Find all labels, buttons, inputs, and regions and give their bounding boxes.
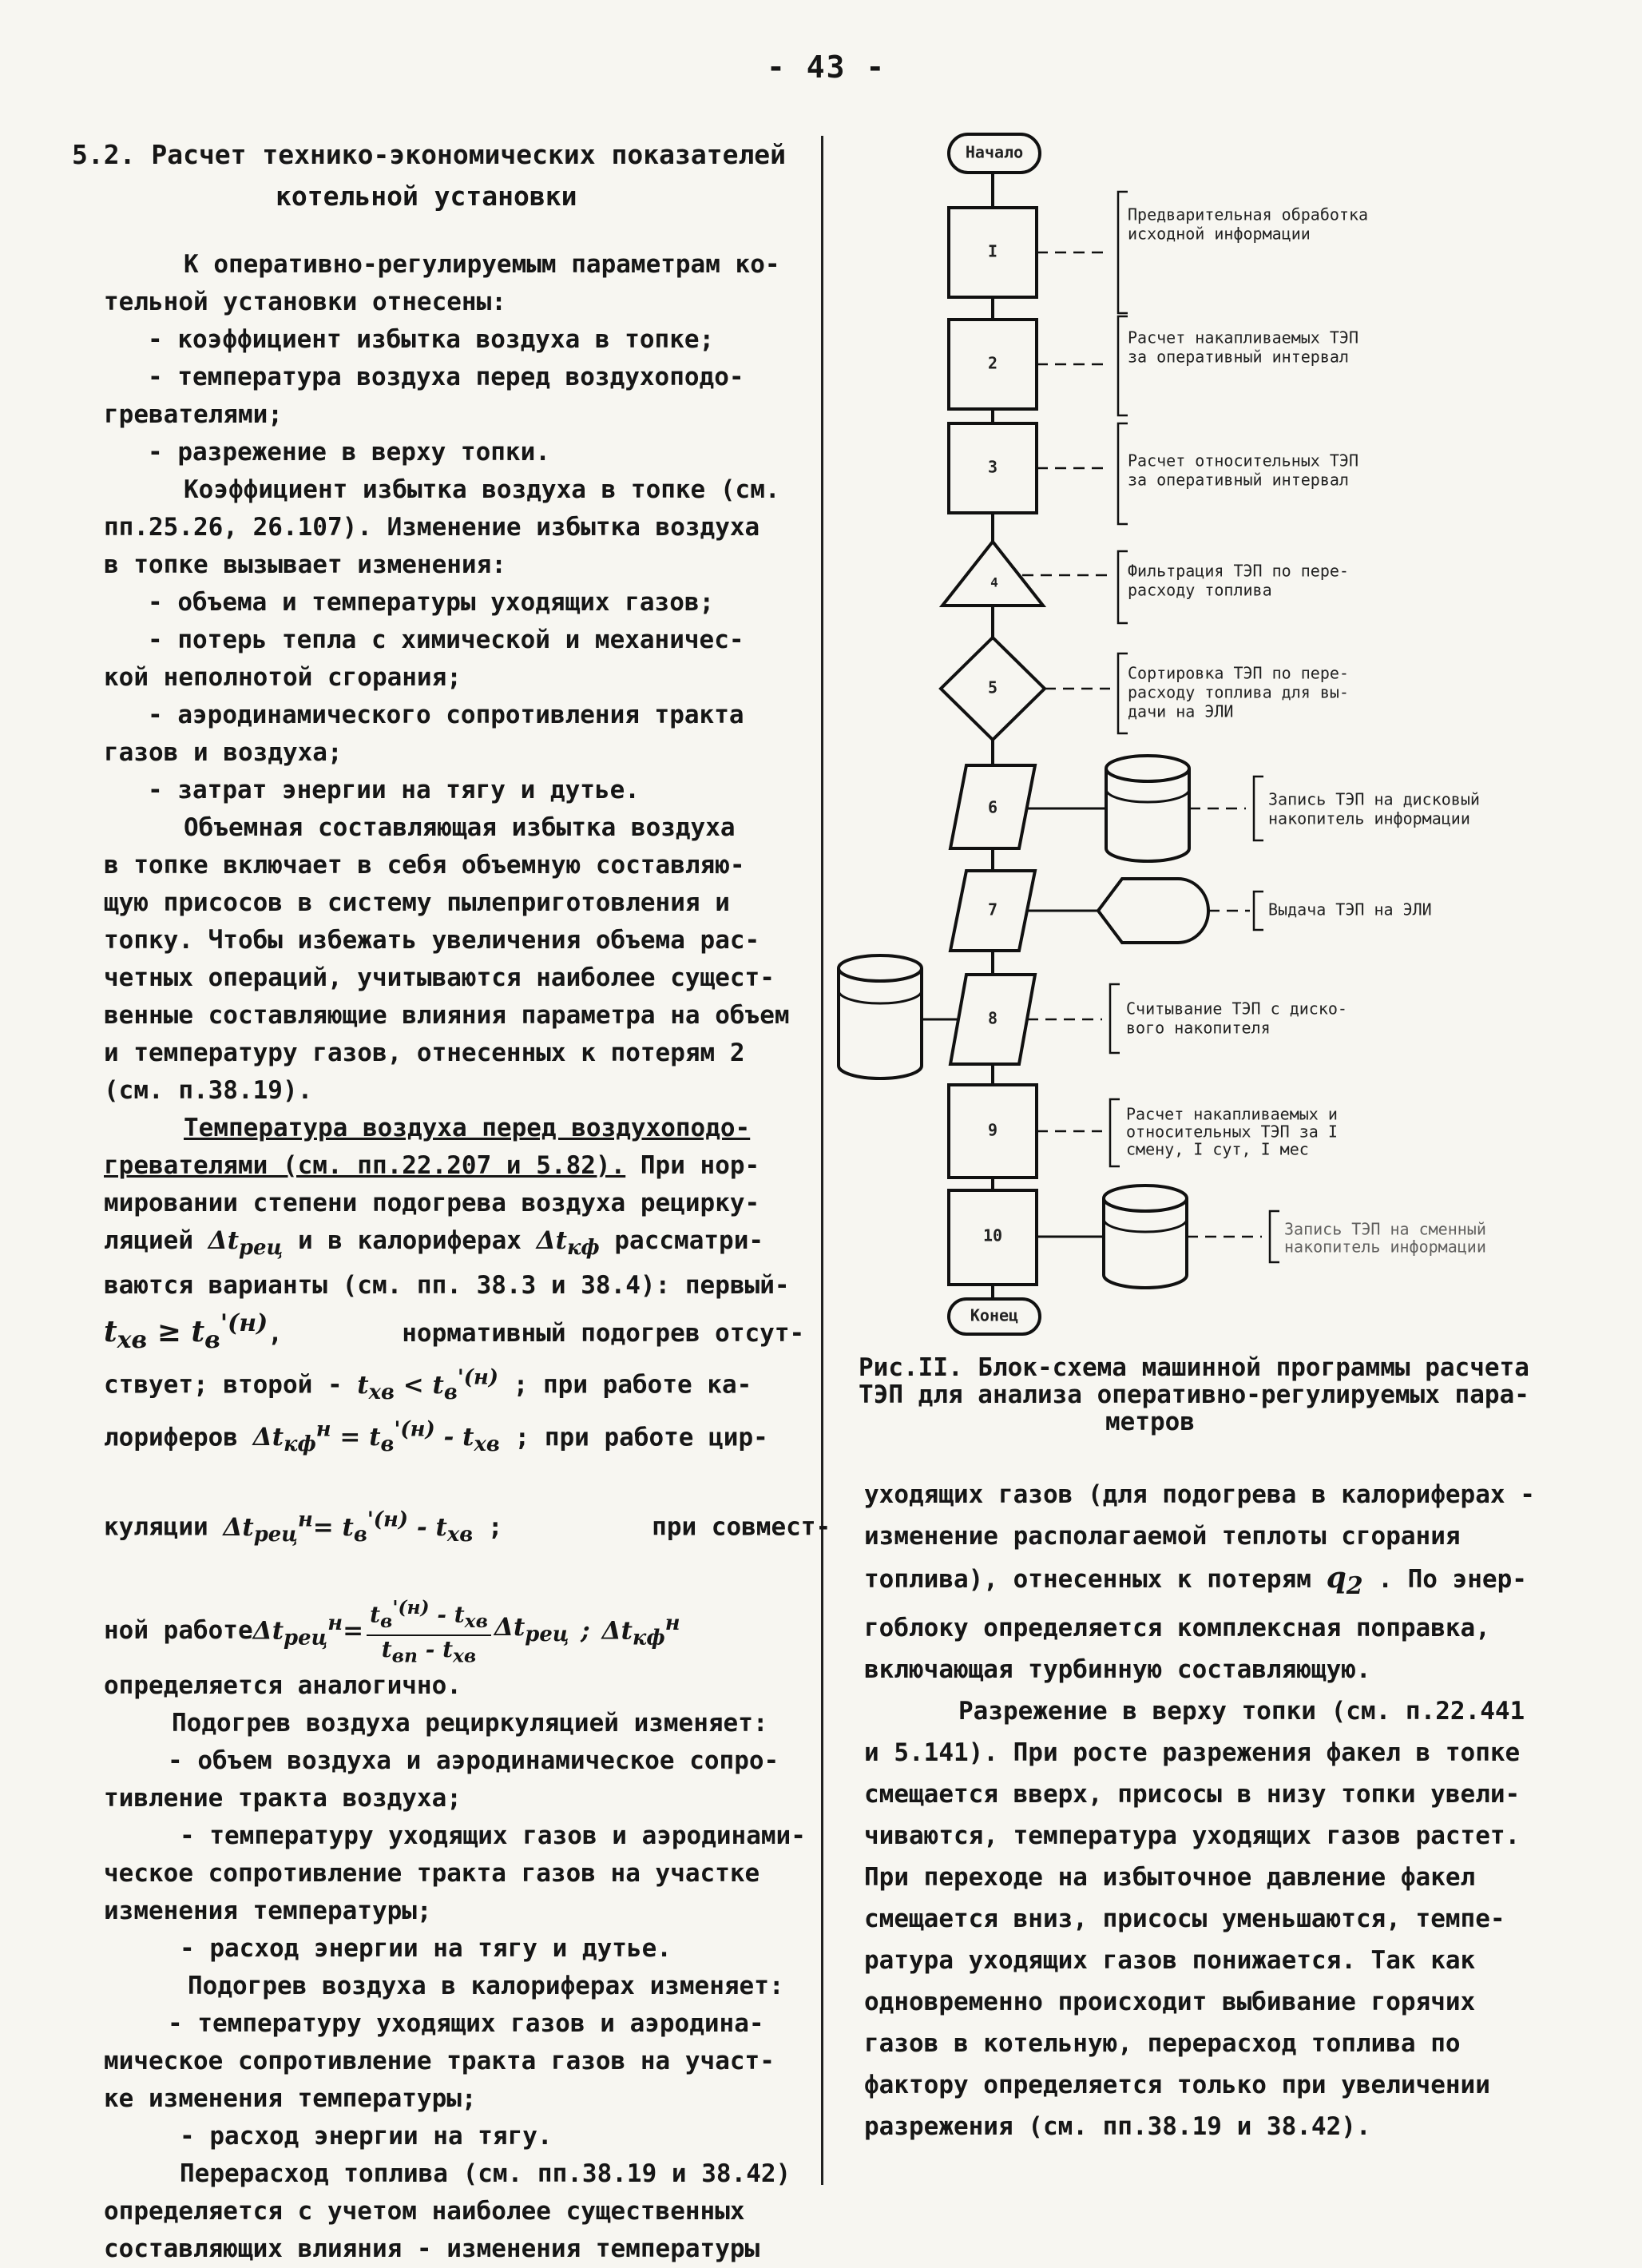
formula-sub: хв: [368, 1380, 395, 1404]
text: рассматри-: [599, 1226, 764, 1255]
block-label-9: 9: [987, 1120, 998, 1140]
paragraph-line: [104, 1147, 807, 1185]
formula-sup: '(н): [367, 1507, 409, 1532]
text: ной работе: [104, 1616, 253, 1646]
note-8b: вого накопителя: [1126, 1018, 1271, 1038]
formula: [536, 1226, 600, 1261]
formula-symbol: q: [1326, 1561, 1347, 1595]
formula-sub: вп: [391, 1644, 418, 1667]
note-7: Выдача ТЭП на ЭЛИ: [1268, 900, 1432, 920]
paragraph-line: включающая турбинную составляющую.: [864, 1655, 1371, 1685]
disk-storage-icon: [1106, 756, 1189, 861]
paragraph-line: гоблоку определяется комплексная поправка,: [864, 1614, 1490, 1643]
formula-symbol: Δt: [494, 1612, 526, 1642]
paragraph-line: и 5.141). При росте разрежения факел в топке: [864, 1738, 1521, 1768]
annotation-bracket: [1110, 1099, 1120, 1166]
paragraph-line: (см. п.38.19).: [104, 1076, 313, 1105]
paragraph-line: смещается вверх, присосы в низу топки увели-: [864, 1780, 1521, 1809]
section-heading: [72, 134, 807, 217]
formula-sup: н: [327, 1611, 343, 1636]
formula-sup: н: [315, 1417, 331, 1442]
block-label-10: 10: [982, 1225, 1003, 1245]
formula-sub: хв: [446, 1522, 474, 1547]
text: . По энер-: [1362, 1565, 1527, 1594]
formula-sub: в: [380, 1609, 393, 1632]
formula-sub: рец: [239, 1236, 284, 1261]
formula-op: <: [394, 1370, 433, 1400]
list-item: газов и воздуха;: [104, 738, 343, 767]
text: ; при работе ка-: [498, 1370, 752, 1400]
end-label: Конец: [970, 1305, 1019, 1325]
start-label: Начало: [965, 142, 1024, 162]
formula-sub: в: [204, 1326, 220, 1355]
list-item: - потерь тепла с химической и механичес-: [148, 626, 744, 654]
list-item: ке изменения температуры;: [104, 2083, 477, 2113]
formula-sub: в: [353, 1522, 367, 1547]
formula: [208, 1226, 284, 1261]
annotation-bracket: [1118, 423, 1128, 524]
paragraph-line: [104, 1595, 807, 1667]
text: топлива), отнесенных к потерям: [864, 1565, 1327, 1594]
formula-symbol: t: [370, 1601, 381, 1627]
list-item: - расход энергии на тягу.: [180, 2121, 553, 2151]
list-item: тивление тракта воздуха;: [104, 1783, 462, 1813]
paragraph-line: Коэффициент избытка воздуха в топке (см.: [184, 475, 780, 504]
list-item: изменения температуры;: [104, 1896, 432, 1925]
note-4b: расходу топлива: [1128, 580, 1272, 600]
list-item: - расход энергии на тягу и дутье.: [180, 1933, 672, 1963]
annotation-bracket: [1270, 1211, 1279, 1262]
paragraph-line: [864, 1557, 1559, 1607]
note-10b: накопитель информации: [1284, 1237, 1486, 1257]
paragraph-line: Перерасход топлива (см. пп.38.19 и 38.42): [180, 2159, 791, 2188]
filter-triangle-4: [942, 542, 1043, 606]
paragraph-line: смещается вниз, присосы уменьшаются, темпе-: [864, 1905, 1505, 1934]
formula-sup: н: [664, 1611, 680, 1636]
text: ствует; второй -: [104, 1370, 358, 1400]
paragraph-line: Объемная составляющая избытка воздуха: [184, 813, 736, 842]
formula-part: - t: [417, 1635, 454, 1662]
list-item: - температуру уходящих газов и аэродина-: [168, 2008, 764, 2038]
underlined-text: гревателями (см. пп.22.207 и 5.82).: [104, 1151, 626, 1180]
list-item: гревателями;: [104, 400, 283, 429]
formula-sub: рец: [284, 1626, 328, 1650]
paragraph-line: пп.25.26, 26.107). Изменение избытка воздуха: [104, 513, 760, 542]
text: ; при совмест-: [473, 1512, 831, 1542]
formula: [1326, 1561, 1363, 1601]
note-1a: Предварительная обработка: [1128, 205, 1369, 224]
block-label-2: 2: [987, 353, 998, 373]
list-item: - объема и температуры уходящих газов;: [148, 588, 715, 617]
formula-symbol: Δt: [536, 1226, 567, 1255]
formula-sub: кф: [566, 1236, 600, 1261]
note-5b: расходу топлива для вы-: [1128, 682, 1349, 702]
formula-sup: '(н): [220, 1309, 268, 1338]
block-label-5: 5: [987, 677, 998, 697]
formula-part: = t: [312, 1512, 354, 1542]
section-title-line2: котельной установки: [276, 181, 577, 212]
paragraph-line: Подогрев воздуха в калориферах изменяет:: [188, 1971, 784, 2000]
paragraph-line: чиваются, температура уходящих газов растет.: [864, 1821, 1521, 1851]
formula-symbol: t: [191, 1315, 205, 1349]
formula-symbol: Δt: [252, 1616, 284, 1646]
paragraph-line: четных операций, учитываются наиболее сущест-: [104, 963, 775, 992]
paragraph-line: Разрежение в верху топки (см. п.22.441: [958, 1697, 1525, 1726]
text: ; при работе цир-: [499, 1423, 768, 1452]
paragraph-line: [104, 1305, 807, 1359]
paragraph-line: Подогрев воздуха рециркуляцией изменяет:: [172, 1708, 768, 1738]
block-label-4: 4: [990, 574, 998, 590]
annotation-bracket: [1118, 653, 1128, 733]
list-item: - температура воздуха перед воздухоподо-: [148, 363, 744, 391]
paragraph-line: в топке вызывает изменения:: [104, 550, 506, 579]
list-item: кой неполнотой сгорания;: [104, 663, 462, 692]
page-number: - 43 -: [767, 50, 886, 85]
formula-sup: н: [297, 1507, 313, 1532]
paragraph-line: К оперативно-регулируемым параметрам ко-: [184, 250, 780, 279]
display-icon: [1098, 879, 1208, 943]
formula-sup: '(н): [457, 1365, 499, 1390]
paragraph-line: в топке включает в себя объемную составляю-: [104, 851, 745, 880]
note-6a: Запись ТЭП на дисковый: [1268, 789, 1480, 809]
list-item: - затрат энергии на тягу и дутье.: [148, 776, 640, 804]
list-item: - объем воздуха и аэродинамическое сопро-: [168, 1746, 779, 1775]
right-column: [864, 1474, 1559, 2147]
note-5c: дачи на ЭЛИ: [1128, 701, 1234, 721]
paragraph-line: и температуру газов, отнесенных к потерям 2: [104, 1039, 745, 1067]
annotation-bracket: [1110, 984, 1120, 1053]
note-6b: накопитель информации: [1268, 808, 1470, 828]
list-item: - разрежение в верху топки.: [148, 438, 550, 467]
formula: [252, 1417, 500, 1457]
text: ляцией: [104, 1226, 208, 1255]
note-3b: за оперативный интервал: [1128, 470, 1349, 490]
annotation-bracket: [1254, 892, 1263, 930]
formula-part: - t: [408, 1512, 447, 1542]
text: куляции: [104, 1512, 224, 1542]
formula-sub: в: [380, 1432, 395, 1457]
note-9c: смену, I сут, I мес: [1126, 1139, 1309, 1159]
caption-line: ТЭП для анализа оперативно-регулируемых пара-: [859, 1380, 1529, 1409]
paragraph-line: [104, 1359, 807, 1412]
formula-sup: '(н): [392, 1595, 430, 1619]
formula-part: = t: [331, 1423, 381, 1452]
formula-part: - t: [429, 1601, 465, 1627]
numerator: [367, 1594, 491, 1636]
annotation-bracket: [1118, 551, 1128, 623]
note-4a: Фильтрация ТЭП по пере-: [1128, 561, 1349, 581]
list-item: ческое сопротивление тракта газов на участке: [104, 1858, 760, 1888]
paragraph-line: газов в котельную, перерасход топлива по: [864, 2029, 1461, 2059]
note-2a: Расчет накапливаемых ТЭП: [1128, 328, 1358, 348]
column-divider: [821, 136, 823, 2185]
annotation-bracket: [1118, 316, 1128, 415]
disk-storage-icon: [839, 955, 922, 1078]
formula-sub: хв: [117, 1326, 148, 1355]
block-label-6: 6: [987, 797, 998, 817]
formula-sub: хв: [453, 1644, 477, 1667]
paragraph-line: составляющих влияния - изменения температуры: [104, 2234, 760, 2263]
list-item: - температуру уходящих газов и аэродинами-: [180, 1821, 806, 1850]
note-10a: Запись ТЭП на сменный: [1284, 1219, 1486, 1239]
formula: [357, 1365, 499, 1404]
note-2b: за оперативный интервал: [1128, 347, 1349, 367]
formula-mult: [494, 1609, 569, 1654]
note-3a: Расчет относительных ТЭП: [1128, 451, 1358, 471]
disk-storage-icon: [1104, 1186, 1187, 1288]
formula-lhs: $\Delta t_{рец}^н=$: [252, 1611, 364, 1650]
formula-symbol: t: [432, 1370, 444, 1400]
formula-sub: 2: [1346, 1572, 1363, 1601]
paragraph-line: [104, 1464, 831, 1554]
paragraph-line: ваются варианты (см. пп. 38.3 и 38.4): первый-: [104, 1271, 790, 1301]
annotation-bracket: [1118, 192, 1128, 313]
left-column: [104, 246, 831, 2268]
formula: [223, 1507, 474, 1547]
note-8a: Считывание ТЭП с диско-: [1126, 999, 1347, 1019]
formula-symbol: Δt: [252, 1423, 284, 1452]
formula-symbol: Δt: [208, 1226, 240, 1255]
list-item: - аэродинамического сопротивления тракта: [148, 701, 744, 729]
formula-sup: '(н): [394, 1417, 435, 1442]
formula-sub: кф: [632, 1626, 665, 1650]
formula-symbol: t: [104, 1315, 117, 1349]
paragraph-line: [104, 1222, 807, 1267]
paragraph-line: определяется аналогично.: [104, 1670, 462, 1700]
formula: [104, 1309, 268, 1355]
formula-last: [602, 1605, 680, 1658]
paragraph-line: ратура уходящих газов понижается. Так как: [864, 1946, 1476, 1976]
caption-line: Рис.II. Блок-схема машинной программы расчета: [859, 1353, 1529, 1382]
note-9b: относительных ТЭП за I: [1126, 1122, 1338, 1142]
formula-symbol: Δt: [601, 1616, 633, 1646]
formula-symbol: t: [381, 1635, 392, 1662]
formula-recirculation: [253, 1594, 680, 1670]
text: и в калориферах: [283, 1226, 537, 1255]
denominator: [382, 1636, 477, 1670]
paragraph-line: щую присосов в систему пылеприготовления и: [104, 888, 730, 917]
paragraph-line: тельной установки отнесены:: [104, 288, 506, 316]
formula-sub: рец: [525, 1623, 569, 1647]
paragraph-line: венные составляющие влияния параметра на объем: [104, 1001, 790, 1030]
paragraph-line: изменение располагаемой теплоты сгорания: [864, 1522, 1461, 1551]
formula-sub: рец: [253, 1522, 298, 1547]
block-label-8: 8: [987, 1008, 998, 1028]
paragraph-line: топку. Чтобы избежать увеличения объема рас-: [104, 926, 760, 955]
formula-sep: ;: [572, 1616, 599, 1646]
note-9a: Расчет накапливаемых и: [1126, 1104, 1338, 1124]
paragraph-line: мировании степени подогрева воздуха рецирку-: [104, 1189, 760, 1217]
note-5a: Сортировка ТЭП по пере-: [1128, 663, 1349, 683]
formula-part: - t: [434, 1423, 474, 1452]
annotation-bracket: [1254, 777, 1263, 840]
figure-caption: [859, 1354, 1569, 1436]
paragraph-line: фактору определяется только при увеличении: [864, 2071, 1490, 2100]
text: При нор-: [625, 1151, 760, 1180]
paragraph-line: разрежения (см. пп.38.19 и 38.42).: [864, 2112, 1371, 2142]
block-label-7: 7: [987, 900, 998, 920]
section-title-line1: 5.2. Расчет технико-экономических показателей: [72, 139, 787, 170]
text: лориферов: [104, 1423, 253, 1452]
formula-sub: хв: [474, 1432, 500, 1457]
paragraph-line: определяется с учетом наиболее существенных: [104, 2196, 745, 2226]
formula-sub: в: [443, 1380, 458, 1404]
list-item: - коэффициент избытка воздуха в топке;: [148, 325, 715, 354]
block-label-1: I: [987, 241, 998, 261]
flowchart-diagram: [831, 120, 1629, 1342]
formula-sub: хв: [464, 1609, 488, 1632]
paragraph-line: При переходе на избыточное давление факел: [864, 1863, 1476, 1893]
formula-symbol: t: [357, 1370, 369, 1400]
paragraph-line: уходящих газов (для подогрева в калориферах -: [864, 1480, 1535, 1509]
list-item: мическое сопротивление тракта газов на участ-: [104, 2046, 775, 2075]
fraction: [367, 1594, 491, 1670]
paragraph-line: одновременно происходит выбивание горячих: [864, 1988, 1476, 2017]
paragraph-line: Температура воздуха перед воздухоподо-: [184, 1114, 751, 1142]
block-label-3: 3: [987, 457, 998, 477]
paragraph-line: [104, 1412, 807, 1464]
formula-op: ≥: [147, 1315, 192, 1349]
formula-sub: кф: [284, 1432, 316, 1457]
formula-symbol: Δt: [223, 1512, 254, 1542]
text: , нормативный подогрев отсут-: [268, 1319, 805, 1348]
note-1b: исходной информации: [1128, 224, 1311, 244]
caption-line: метров: [1105, 1408, 1195, 1436]
